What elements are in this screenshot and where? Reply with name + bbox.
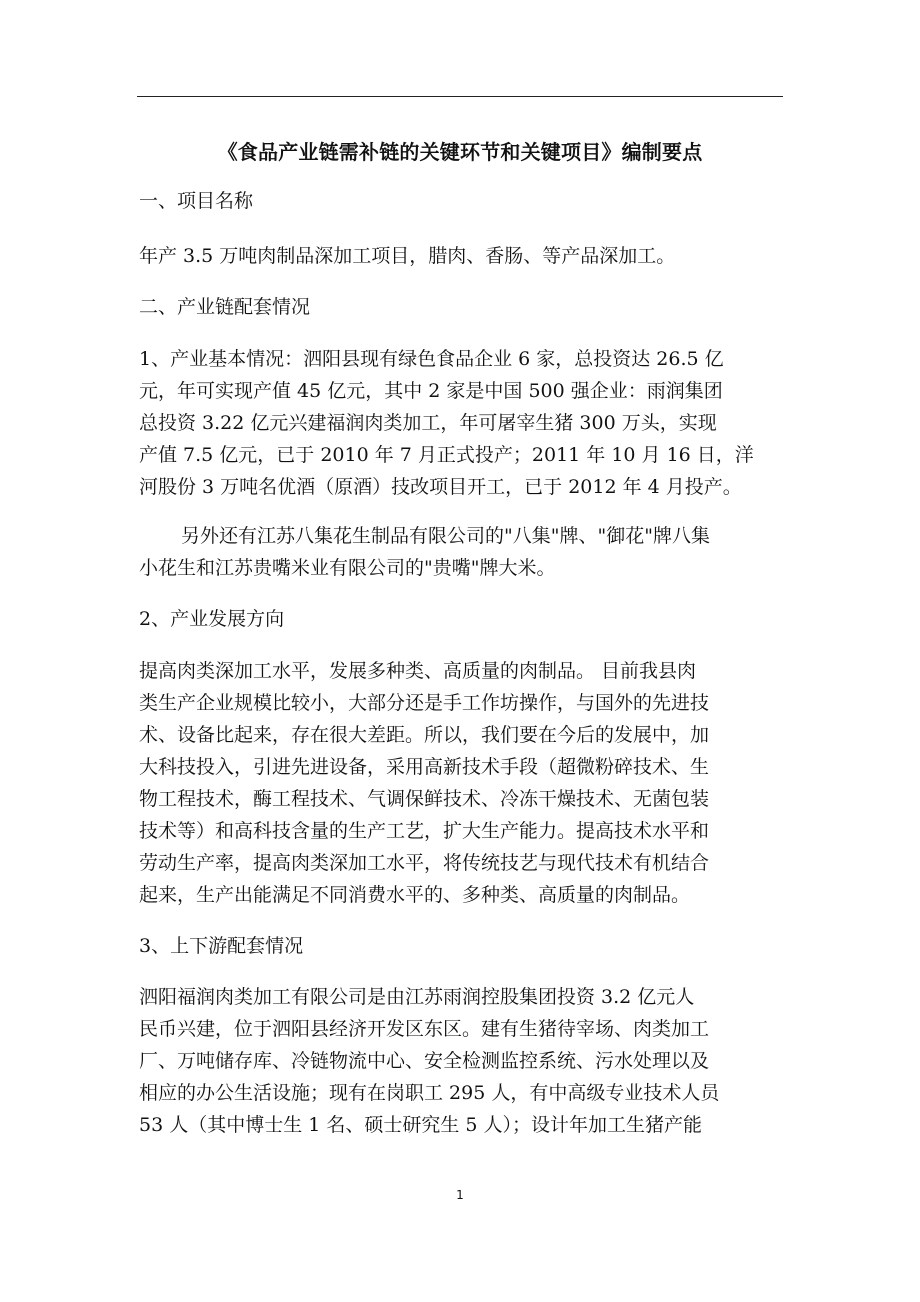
paragraph-direction-line: 术、设备比起来，存在很大差距。所以，我们要在今后的发展中，加	[139, 724, 710, 746]
paragraph-upstream-line: 民币兴建，位于泗阳县经济开发区东区。建有生猪待宰场、肉类加工	[139, 1018, 710, 1040]
paragraph-basic-line: 1、产业基本情况：泗阳县现有绿色食品企业 6 家，总投资达 26.5 亿	[139, 348, 724, 370]
paragraph-direction-line: 起来，生产出能满足不同消费水平的、多种类、高质量的肉制品。	[139, 884, 691, 906]
subheading-upstream-downstream: 3、上下游配套情况	[139, 935, 304, 957]
paragraph-direction-line: 技术等）和高科技含量的生产工艺，扩大生产能力。提高技术水平和	[139, 820, 710, 842]
paragraph-direction-line: 提高肉类深加工水平，发展多种类、高质量的肉制品。 目前我县肉	[139, 660, 697, 682]
paragraph-other-line: 小花生和江苏贵嘴米业有限公司的"贵嘴"牌大米。	[139, 557, 556, 579]
paragraph-upstream-line: 53 人（其中博士生 1 名、硕士研究生 5 人）；设计年加工生猪产能	[139, 1114, 703, 1136]
project-name-text: 年产 3.5 万吨肉制品深加工项目，腊肉、香肠、等产品深加工。	[139, 245, 676, 267]
paragraph-upstream-line: 厂、万吨储存库、冷链物流中心、安全检测监控系统、污水处理以及	[139, 1050, 710, 1072]
paragraph-direction-line: 类生产企业规模比较小，大部分还是手工作坊操作，与国外的先进技	[139, 692, 710, 714]
subheading-development-direction: 2、产业发展方向	[139, 608, 285, 630]
paragraph-upstream-line: 相应的办公生活设施；现有在岗职工 295 人，有中高级专业技术人员	[139, 1082, 720, 1104]
paragraph-direction-line: 劳动生产率，提高肉类深加工水平，将传统技艺与现代技术有机结合	[139, 852, 710, 874]
paragraph-direction-line: 大科技投入，引进先进设备，采用高新技术手段（超微粉碎技术、生	[139, 756, 710, 778]
paragraph-basic-line: 产值 7.5 亿元，已于 2010 年 7 月正式投产；2011 年 10 月 16 日，洋	[139, 444, 754, 466]
paragraph-basic-line: 河股份 3 万吨名优酒（原酒）技改项目开工，已于 2012 年 4 月投产。	[139, 476, 742, 498]
section-heading-industry-chain: 二、产业链配套情况	[139, 296, 311, 318]
header-rule	[137, 96, 783, 97]
paragraph-basic-line: 元，年可实现产值 45 亿元，其中 2 家是中国 500 强企业：雨润集团	[139, 380, 723, 402]
paragraph-other-line: 另外还有江苏八集花生制品有限公司的"八集"牌、"御花"牌八集	[181, 525, 710, 547]
page-number: 1	[456, 1188, 464, 1202]
paragraph-basic-line: 总投资 3.22 亿元兴建福润肉类加工，年可屠宰生猪 300 万头，实现	[139, 412, 717, 434]
paragraph-direction-line: 物工程技术，酶工程技术、气调保鲜技术、冷冻干燥技术、无菌包装	[139, 788, 710, 810]
paragraph-upstream-line: 泗阳福润肉类加工有限公司是由江苏雨润控股集团投资 3.2 亿元人	[139, 986, 695, 1008]
document-title: 《食品产业链需补链的关键环节和关键项目》编制要点	[217, 140, 703, 164]
section-heading-project-name: 一、项目名称	[139, 190, 254, 212]
